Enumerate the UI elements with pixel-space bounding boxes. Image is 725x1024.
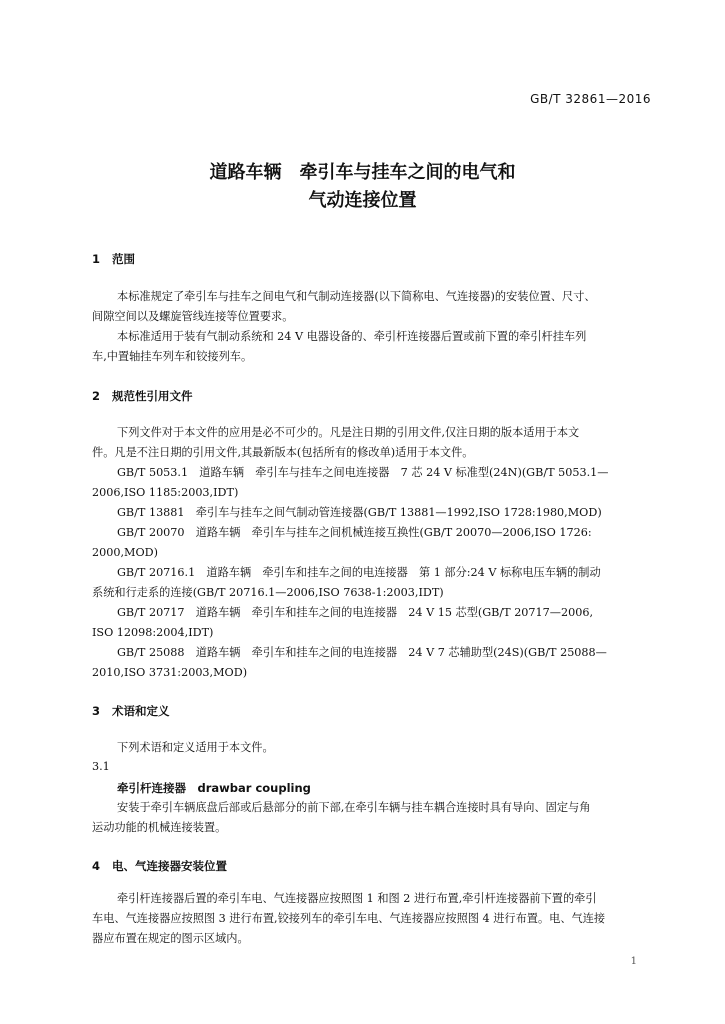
section-4-line: 器应布置在规定的图示区域内。 [92,932,249,945]
section-1-line: 本标准适用于装有气制动系统和 24 V 电器设备的、牵引杆连接器后置或前下置的牵引杆挂车列 [117,330,587,343]
reference-entry: GB/T 5053.1 道路车辆 牵引车与挂车之间电连接器 7 芯 24 V 标准型(24N)(GB/T 5053.1— [117,466,609,479]
section-title: 规范性引用文件 [112,389,193,403]
section-4-line: 车电、气连接器应按照图 3 进行布置,铰接列车的牵引车电、气连接器应按照图 4 进行布置。电、气连接 [92,912,606,925]
section-1-line: 本标准规定了牵引车与挂车之间电气和气制动连接器(以下简称电、气连接器)的安装位置、尺寸、 [117,290,596,303]
section-3-intro: 下列术语和定义适用于本文件。 [117,741,274,754]
section-2-line: 下列文件对于本文件的应用是必不可少的。凡是注日期的引用文件,仅注日期的版本适用于本文 [117,426,580,439]
reference-entry-cont: 2010,ISO 3731:2003,MOD) [92,666,248,679]
section-3-heading [92,703,170,719]
standard-code: GB/T 32861—2016 [530,92,651,106]
reference-entry-cont: ISO 12098:2004,IDT) [92,626,214,639]
section-number: 2 [92,389,101,403]
section-2-heading [92,388,193,404]
section-title: 电、气连接器安装位置 [112,859,227,873]
reference-entry: GB/T 25088 道路车辆 牵引车和挂车之间的电连接器 24 V 7 芯辅助型(24S)(GB/T 25088— [117,646,607,659]
section-title: 范围 [112,252,135,266]
reference-entry-cont: 系统和行走系的连接(GB/T 20716.1—2006,ISO 7638-1:2003,IDT) [92,586,444,599]
reference-entry: GB/T 20070 道路车辆 牵引车与挂车之间机械连接互换性(GB/T 20070—2006,ISO 1726: [117,526,592,539]
document-title-line-1: 道路车辆 牵引车与挂车之间的电气和 [209,162,516,183]
reference-entry: GB/T 20717 道路车辆 牵引车和挂车之间的电连接器 24 V 15 芯型(GB/T 20717—2006, [117,606,593,619]
section-2-line: 件。凡是不注日期的引用文件,其最新版本(包括所有的修改单)适用于本文件。 [92,446,474,459]
section-number: 4 [92,859,101,873]
section-4-heading [92,858,227,874]
reference-entry: GB/T 13881 牵引车与挂车之间气制动管连接器(GB/T 13881—1992,ISO 1728:1980,MOD) [117,506,602,519]
section-1-line: 间隙空间以及螺旋管线连接等位置要求。 [92,310,294,323]
reference-entry-cont: 2006,ISO 1185:2003,IDT) [92,486,239,499]
section-1-heading [92,251,135,267]
section-4-line: 牵引杆连接器后置的牵引车电、气连接器应按照图 1 和图 2 进行布置,牵引杆连接器前下置的牵引 [117,892,597,905]
reference-entry: GB/T 20716.1 道路车辆 牵引车和挂车之间的电连接器 第 1 部分:24 V 标称电压车辆的制动 [117,566,601,579]
section-title: 术语和定义 [112,704,170,718]
document-title-line-2: 气动连接位置 [308,190,417,211]
term-number: 3.1 [92,760,110,773]
term-definition-line: 安装于牵引车辆底盘后部或后悬部分的前下部,在牵引车辆与挂车耦合连接时具有导向、固定与角 [117,801,591,814]
section-number: 1 [92,252,101,266]
section-1-line: 车,中置轴挂车列车和铰接列车。 [92,350,253,363]
term-entry: 牵引杆连接器 drawbar coupling [117,781,311,795]
term-definition-line: 运动功能的机械连接装置。 [92,821,227,834]
page-number: 1 [630,956,637,967]
section-number: 3 [92,704,101,718]
reference-entry-cont: 2000,MOD) [92,546,158,559]
